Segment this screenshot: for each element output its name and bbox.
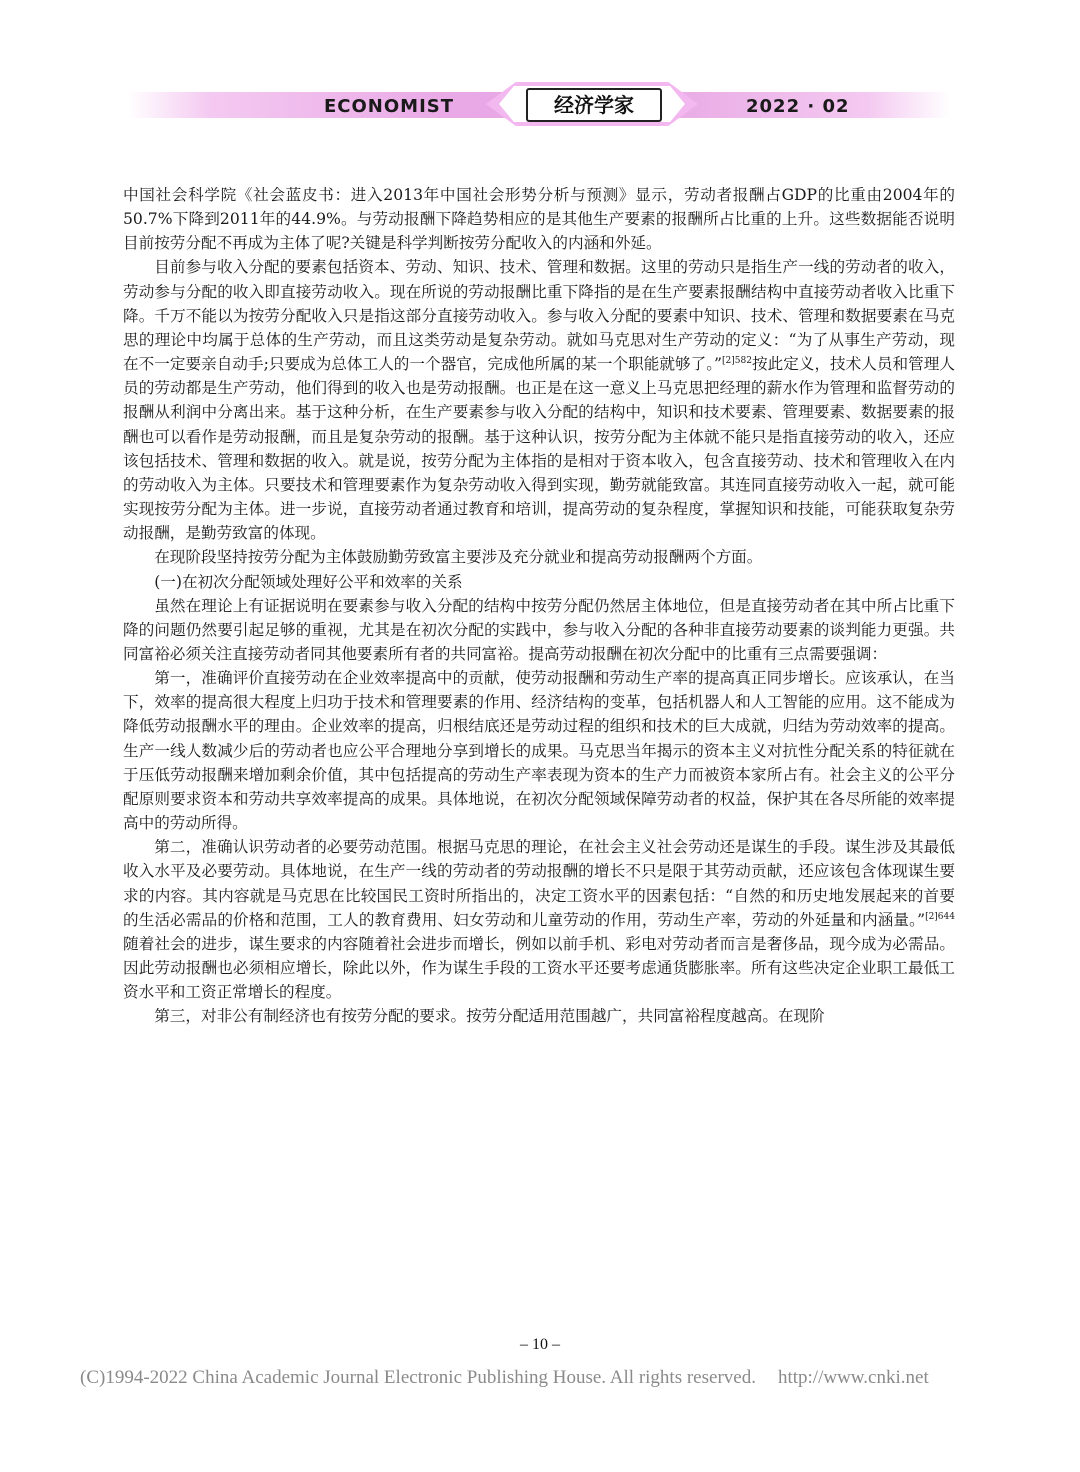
paragraph xyxy=(123,255,955,545)
paragraph-text: 随着社会的进步，谋生要求的内容随着社会进步而增长，例如以前手机、彩电对劳动者而言是奢侈品，现今成为必需品。因此劳动报酬也必须相应增长，除此以外，作为谋生手段的工资水平还要考虑通货膨胀率。所有这些决定企业职工最低工资水平和工资正常增长的程度。 xyxy=(123,934,955,1002)
citation-ref: [2]582 xyxy=(722,355,752,366)
paragraph: 虽然在理论上有证据说明在要素参与收入分配的结构中按劳分配仍然居主体地位，但是直接劳动者在其中所占比重下降的问题仍然要引起足够的重视，尤其是在初次分配的实践中，参与收入分配的各种非直接劳动要素的谈判能力更强。共同富裕必须关注直接劳动者同其他要素所有者的共同富裕。提高劳动报酬在初次分配中的比重有三点需要强调： xyxy=(123,596,955,663)
journal-name-english: ECONOMIST xyxy=(324,96,455,117)
website-url: http://www.cnki.net xyxy=(777,1367,929,1388)
paragraph-text: 按此定义，技术人员和管理人员的劳动都是生产劳动，他们得到的收入也是劳动报酬。也正是在这一意义上马克思把经理的薪水作为管理和监督劳动的报酬从利润中分离出来。基于这种分析，在生产要素参与收入分配的结构中，知识和技术要素、管理要素、数据要素的报酬也可以看作是劳动报酬，而且是复杂劳动的报酬。基于这种认识，按劳分配为主体就不能只是指直接劳动的收入，还应该包括技术、管理和数据的收入。就是说，按劳分配为主体指的是相对于资本收入，包含直接劳动、技术和管理收入在内的劳动收入为主体。只要技术和管理要素作为复杂劳动收入得到实现，勤劳就能致富。其连同直接劳动收入一起，就可能实现按劳分配为主体。进一步说，直接劳动者通过教育和培训，提高劳动的复杂程度，掌握知识和技能，可能获取复杂劳动报酬，是勤劳致富的体现。 xyxy=(123,355,955,543)
page-number: – 10 – xyxy=(520,1336,560,1353)
paragraph-text: 第二，准确认识劳动者的必要劳动范围。根据马克思的理论，在社会主义社会劳动还是谋生的手段。谋生涉及其最低收入水平及必要劳动。具体地说，在生产一线的劳动者的劳动报酬的增长不只是限于其劳动贡献，还应该包含体现谋生要求的内容。其内容就是马克思在比较国民工资时所指出的，决定工资水平的因素包括：“自然的和历史地发展起来的首要的生活必需品的价格和范围，工人的教育费用、妇女劳动和儿童劳动的作用，劳动生产率，劳动的外延量和内涵量。” xyxy=(123,838,955,929)
paragraph-text: 目前参与收入分配的要素包括资本、劳动、知识、技术、管理和数据。这里的劳动只是指生产一线的劳动者的收入，劳动参与分配的收入即直接劳动收入。现在所说的劳动报酬比重下降指的是在生产要素报酬结构中直接劳动者收入比重下降。千万不能以为按劳分配收入只是指这部分直接劳动收入。参与收入分配的要素中知识、技术、管理和数据要素在马克思的理论中均属于总体的生产劳动，而且这类劳动是复杂劳动。就如马克思对生产劳动的定义：“为了从事生产劳动，现在不一定要亲自动手;只要成为总体工人的一个器官，完成他所属的某一个职能就够了。” xyxy=(123,258,955,374)
running-header xyxy=(128,80,950,128)
article-body xyxy=(123,183,955,1028)
journal-name-chinese: 经济学家 xyxy=(526,88,662,122)
issue-number: 2022 · 02 xyxy=(746,96,850,117)
citation-ref: [2]644 xyxy=(925,911,955,922)
paragraph xyxy=(123,835,955,1004)
section-heading: (一)在初次分配领域处理好公平和效率的关系 xyxy=(154,572,463,591)
paragraph: 在现阶段坚持按劳分配为主体鼓励勤劳致富主要涉及充分就业和提高劳动报酬两个方面。 xyxy=(154,548,763,567)
paragraph: 第一，准确评价直接劳动在企业效率提高中的贡献，使劳动报酬和劳动生产率的提高真正同步增长。应该承认，在当下，效率的提高很大程度上归功于技术和管理要素的作用、经济结构的变革，包括机器人和人工智能的应用。这不能成为降低劳动报酬水平的理由。企业效率的提高，归根结底还是劳动过程的组织和技术的巨大成就，归结为劳动效率的提高。生产一线人数减少后的劳动者也应公平合理地分享到增长的成果。马克思当年揭示的资本主义对抗性分配关系的特征就在于压低劳动报酬来增加剩余价值，其中包括提高的劳动生产率表现为资本的生产力而被资本家所占有。社会主义的公平分配原则要求资本和劳动共享效率提高的成果。具体地说，在初次分配领域保障劳动者的权益，保护其在各尽所能的效率提高中的劳动所得。 xyxy=(123,669,955,833)
paragraph: 第三，对非公有制经济也有按劳分配的要求。按劳分配适用范围越广，共同富裕程度越高。在现阶 xyxy=(154,1007,825,1026)
paragraph: 中国社会科学院《社会蓝皮书：进入2013年中国社会形势分析与预测》显示，劳动者报酬占GDP的比重由2004年的50.7%下降到2011年的44.9%。与劳动报酬下降趋势相应的是其他生产要素的报酬所占比重的上升。这些数据能否说明目前按劳分配不再成为主体了呢?关键是科学判断按劳分配收入的内涵和外延。 xyxy=(123,186,955,253)
copyright-text: (C)1994-2022 China Academic Journal Electronic Publishing House. All rights reserved. xyxy=(80,1367,756,1388)
copyright-line xyxy=(80,1367,1000,1389)
